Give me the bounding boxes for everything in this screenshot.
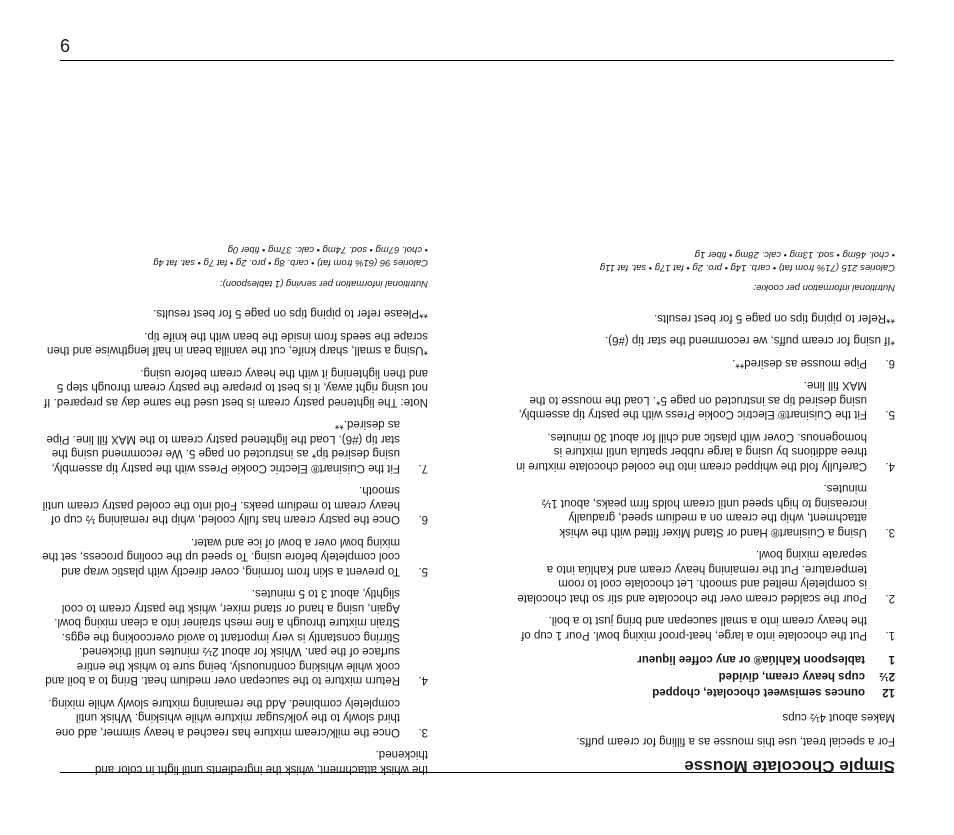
step-item (42, 696, 428, 740)
step-item (515, 378, 895, 422)
page-number: 6 (60, 36, 71, 56)
step-number: 6. (418, 513, 428, 526)
step-number: 1. (885, 629, 895, 641)
pastry-cream-steps (42, 417, 428, 739)
step-text: Pour the scalded cream over the chocolate and stir so that chocolate is completely melted and smooth. Let chocolate cool to room temperature. Put the remaining heavy cream and Kahlúa into a separate mixing bowl. (517, 548, 867, 604)
step-number: 3. (418, 726, 428, 738)
step-item (42, 417, 428, 475)
step-text: Carefully fold the whipped cream into the cooled chocolate mixture in three additions by using a large rubber spatula until mixture is homogenous. Cover with plastic and chill for about 30 minutes. (516, 431, 867, 472)
step-item (515, 547, 895, 605)
nutrition-line: • chol. 46mg • sod. 13mg • calc. 28mg • fiber 1g (694, 249, 895, 260)
storage-note: Note: The lightened pastry cream is best used the same day as prepared. If not using right away, it is best to prepare the pastry cream through step 5 and then lightening it with the heavy cream before using. (44, 367, 428, 408)
nutrition-line: Calories 96 (61% from fat) • carb. 8g • pro. 2g • fat 7g • sat. fat 4g (153, 257, 428, 269)
step-number: 6. (885, 357, 895, 369)
ingredient-qty: 12 (882, 686, 895, 699)
step-number: 4. (885, 460, 895, 472)
step-number: 2. (885, 592, 895, 604)
nutrition-line: • chol. 67mg • sod. 74mg • calc. 37mg • fiber 0g (227, 244, 428, 256)
ingredient-desc: tablespoon Kahlúa® or any coffee liqueur (637, 653, 865, 666)
ingredient-desc: ounces semisweet chocolate, chopped (652, 686, 865, 699)
step-item (515, 430, 895, 474)
step-text: Pipe mousse as desired**. (732, 357, 867, 369)
nutrition-title: Nutritional information per serving (1 tablespoon): (219, 278, 428, 289)
mousse-recipe-column (515, 248, 895, 776)
step-text: Put the chocolate into a large, heat-proof mixing bowl. Pour 1 cup of the heavy cream into a small saucepan and bring just to a boil. (521, 614, 867, 641)
nutrition-line: Calories 215 (71% from fat) • carb. 14g • pro. 2g • fat 17g • sat. fat 11g (599, 262, 895, 273)
ingredient-row (515, 685, 895, 700)
step-item (42, 586, 428, 688)
ingredient-row (515, 652, 895, 667)
step-number: 3. (885, 526, 895, 538)
step-number: 5. (885, 408, 895, 421)
ingredient-qty: 1 (888, 653, 895, 666)
step-text: Once the milk/cream mixture has reached a heavy simmer, add one third slowly to the yolk/sugar mixture while whisking. Whisk until completely combined. Add the remaining mixture slowly while mixing. (48, 697, 400, 738)
footnote: **Please refer to piping tips on page 5 for best results. (153, 307, 428, 320)
ingredient-row (515, 669, 895, 684)
step-text: Using a Cuisinart® Hand or Stand Mixer fitted with the whisk attachment, whip the cream on a medium speed, gradually increasing to high speed until cream holds firm peaks, about 1½ minutes. (541, 482, 867, 538)
footnote: *If using for cream puffs, we recommend the star tip (#6). (605, 334, 895, 347)
recipe-yield: Makes about 4½ cups (782, 711, 895, 723)
recipe-intro: For a special treat, use this mousse as a filling for cream puffs. (576, 735, 895, 748)
step-number: 7. (418, 462, 428, 474)
recipe-title: Simple Chocolate Mousse (684, 757, 895, 776)
step-item (515, 613, 895, 642)
step-text: Fit the Cuisinart® Electric Cookie Press with the pastry tip assembly, using desired tip as instructed on page 5*. Load the mousse to the MAX fill line. (518, 379, 867, 421)
ingredient-qty: 2½ (879, 670, 895, 682)
step-text: To prevent a skin from forming, cover directly with plastic wrap and cool completely before using. To speed up the cooling process, set the mixing bowl over a bowl of ice and water. (42, 536, 400, 577)
step-item (515, 356, 895, 371)
step-number: 5. (418, 565, 428, 577)
step-text: Once the pastry cream has fully cooled, whip the remaining ½ cup of heavy cream to medium peaks. Fold into the cooled pastry cream until smooth. (42, 484, 400, 526)
ingredient-list (515, 652, 895, 700)
footnote: **Refer to piping tips on page 5 for best results. (653, 312, 895, 324)
recipe-steps (515, 356, 895, 643)
step-item (515, 481, 895, 539)
footnote: *Using a small, sharp knife, cut the vanilla bean in half lengthwise and then scrape the seeds from inside the bean with the knife tip. (46, 330, 428, 357)
step-text: Fit the Cuisinart® Electric Cookie Press with the pastry tip assembly, using desired tip* as instructed on page 5. We recommend using the star tip (#6). Load the lightened pastry cream to the MAX fill line. Pipe as desired.** (46, 418, 400, 474)
step-text: Return mixture to the saucepan over medium heat. Bring to a boil and cook while whisking continuously, being sure to whisk the entire surface of the pan. Whisk for about 2½ minutes until thickened. Stirring constantly is very important to avoid overcooking the eggs. Strain mixture through a fine mesh strainer into a clean mixing bowl. Again, using a hand or stand mixer, whisk the pastry cream to cool slightly, about 3 to 5 minutes. (45, 587, 400, 687)
step-number: 4. (418, 674, 428, 687)
step-item (42, 535, 428, 579)
continued-text: the whisk attachment, whisk the ingredients until light in color and thickened. (94, 748, 428, 775)
nutrition-title: Nutritional information per cookie: (753, 282, 895, 294)
pastry-cream-column (42, 244, 428, 777)
ingredient-desc: cups heavy cream, divided (718, 670, 865, 682)
step-item (42, 483, 428, 527)
